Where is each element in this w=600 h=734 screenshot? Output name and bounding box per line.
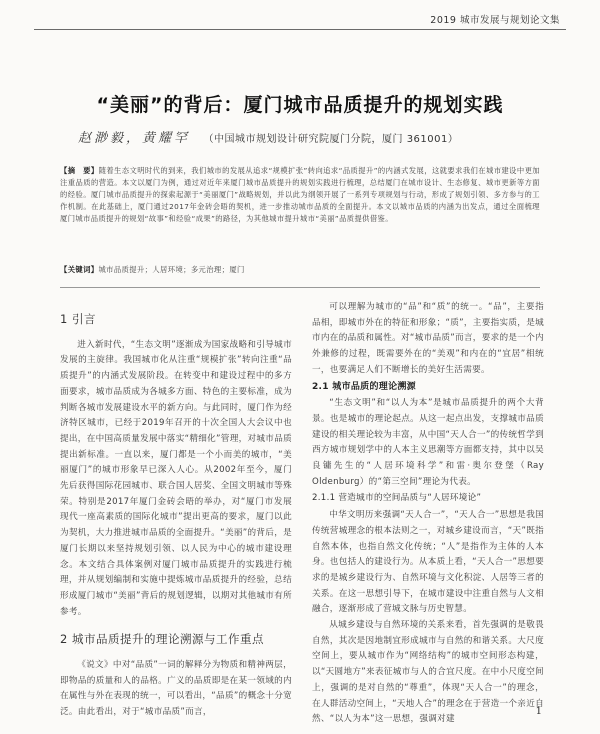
- author-line: [78, 127, 458, 146]
- body-divider: [60, 287, 540, 288]
- section-2-1-1-heading: 2.1.1 营造城市的空间品质与“人居环境论”: [312, 493, 482, 504]
- author-names: 赵渺毅，黄耀罕: [78, 131, 191, 146]
- article-title: “美丽”的背后：厦门城市品质提升的规划实践: [96, 94, 504, 116]
- keywords: [60, 264, 540, 276]
- page-number: 1: [535, 706, 542, 717]
- abstract-label: 【摘 要】: [60, 166, 99, 175]
- section-1-heading: 1 引言: [60, 312, 96, 326]
- abstract: [60, 165, 540, 225]
- paragraph: 《说文》中对“品质”一词的解释分为物质和精神两层，即物品的质量和人的品格。广义的品质即是在某一领域的内在属性与外在表现的统一，可以看出，“品质”的概念十分宽泛。由此看出，对于“城市品质”而言，: [60, 660, 292, 718]
- running-head: 2019 城市发展与规划论文集: [430, 15, 560, 26]
- right-column: [312, 300, 544, 728]
- abstract-text: 随着生态文明时代的到来，我们城市的发展从追求“规模扩张”转向追求“品质提升”的内涵式发展，这就要求我们在城市建设中更加注重品质的营造。本文以厦门为例，通过对近年来厦门城市品质提升的规划实践进行梳理，总结厦门在城市设计、生态修复、城市更新等方面的经验。厦门城市品质提升的探索起源于“美丽厦门”战略规划，并以此为纲领开展了一系列专项规划与行动，形成了规划引领、多方参与的工作机制。在此基础上，厦门通过2017年金砖会晤的契机，进一步推动城市品质的全面提升。本文以城市品质的内涵为出发点，通过全面梳理厦门城市品质提升的规划“故事”和经验“成果”的路径，为其他城市提升城市“美丽”品质提供借鉴。: [60, 166, 541, 223]
- header-rule: [34, 29, 566, 30]
- left-column: [60, 300, 292, 721]
- paragraph: 中华文明历来强调“天人合一”，“天人合一”思想是我国传统营城理念的根本法则之一，对城乡建设而言，“天”既指自然本体，也指自然文化传统；“人”是指作为主体的人本身。也包括人的建设行为。从本质上看，“天人合一”思想要求的是城乡建设行为、自然环境与文化积淀、人居等三者的关系。在这一思想引导下，在城市建设中注重自然与人文相融合，逐渐形成了营城文脉与历史智慧。: [312, 510, 544, 615]
- section-2-heading: 2 城市品质提升的理论溯源与工作重点: [60, 632, 264, 647]
- paragraph: 从城乡建设与自然环境的关系来看，首先强调的是敬畏自然，其次是因地制宜形成城市与自然的和谐关系。大尺度空间上，要从城市作为“网络结构”的城市空间形态构建，以“天圆地方”来表征城市与人的合宜尺度。在中小尺度空间上，强调的是对自然的“尊重”，体现“天人合一”的理念，在人群活动空间上，“天地人合”的理念在于营造一个亲近自然、“以人为本”这一思想，强调对建: [312, 620, 544, 725]
- section-2-1-heading: 2.1 城市品质的理论溯源: [312, 381, 416, 392]
- paragraph: 进入新时代，“生态文明”逐渐成为国家战略和引导城市发展的主旋律。我国城市化从注重“规模扩张”转向注重“品质提升”的内涵式发展阶段。在转变中和建设过程中的多方面要求，城市品质成为各城多方面、特色的主要标准，成为判断各城市发展建设水平的新方向。与此同时，厦门作为经济特区城市，已经于2019年召开的十次全国人大会议中也提出，在中国高质量发展中落实“精细化”管理，对城市品质提出新标准。一直以来，厦门都是一个小而美的城市，“美丽厦门”的城市形象早已深入人心。从2002年至今，厦门先后获得国际花园城市、联合国人居奖、全国文明城市等殊荣。特别是2017年厦门金砖会晤的举办，对“厦门市发展现代一座高素质的国际化城市”提出更高的要求，厦门以此为契机，大力推进城市品质的全面提升。“美丽”的背后，是厦门长期以来坚持规划引领、以人民为中心的城市建设理念。本文结合具体案例对厦门城市品质提升的实践进行梳理，并从规划编制和实施中提炼城市品质提升的经验，总结形成厦门城市“美丽”背后的规划逻辑，以期对其他城市有所参考。: [60, 339, 292, 617]
- affiliation: （中国城市规划设计研究院厦门分院，厦门 361001）: [203, 134, 459, 145]
- paragraph: 可以理解为城市的“品”和“质”的统一。“品”，主要指品相，即城市外在的特征和形象；“质”，主要指实质，是城市内在的品质和属性。对“城市品质”而言，要求的是一个内外兼修的过程，既需要外在的“美观”和内在的“宜居”相统一，也要满足人们不断增长的美好生活需要。: [312, 302, 544, 375]
- keywords-label: 【关键词】: [60, 265, 99, 274]
- keywords-text: 城市品质提升；人居环境；多元治理；厦门: [98, 265, 245, 274]
- paragraph: “生态文明”和“以人为本”是城市品质提升的两个大背景。也是城市的理论起点。从这一起点出发，支撑城市品质建设的相关理论较为丰富，从中国“天人合一”的传统哲学到西方城市规划学中的人本主义思潮等方面都支持，其中以吴良镛先生的“人居环境科学”和雷·奥尔登堡（Ray Oldenburg）的“第三空间”理论为代表。: [312, 398, 544, 487]
